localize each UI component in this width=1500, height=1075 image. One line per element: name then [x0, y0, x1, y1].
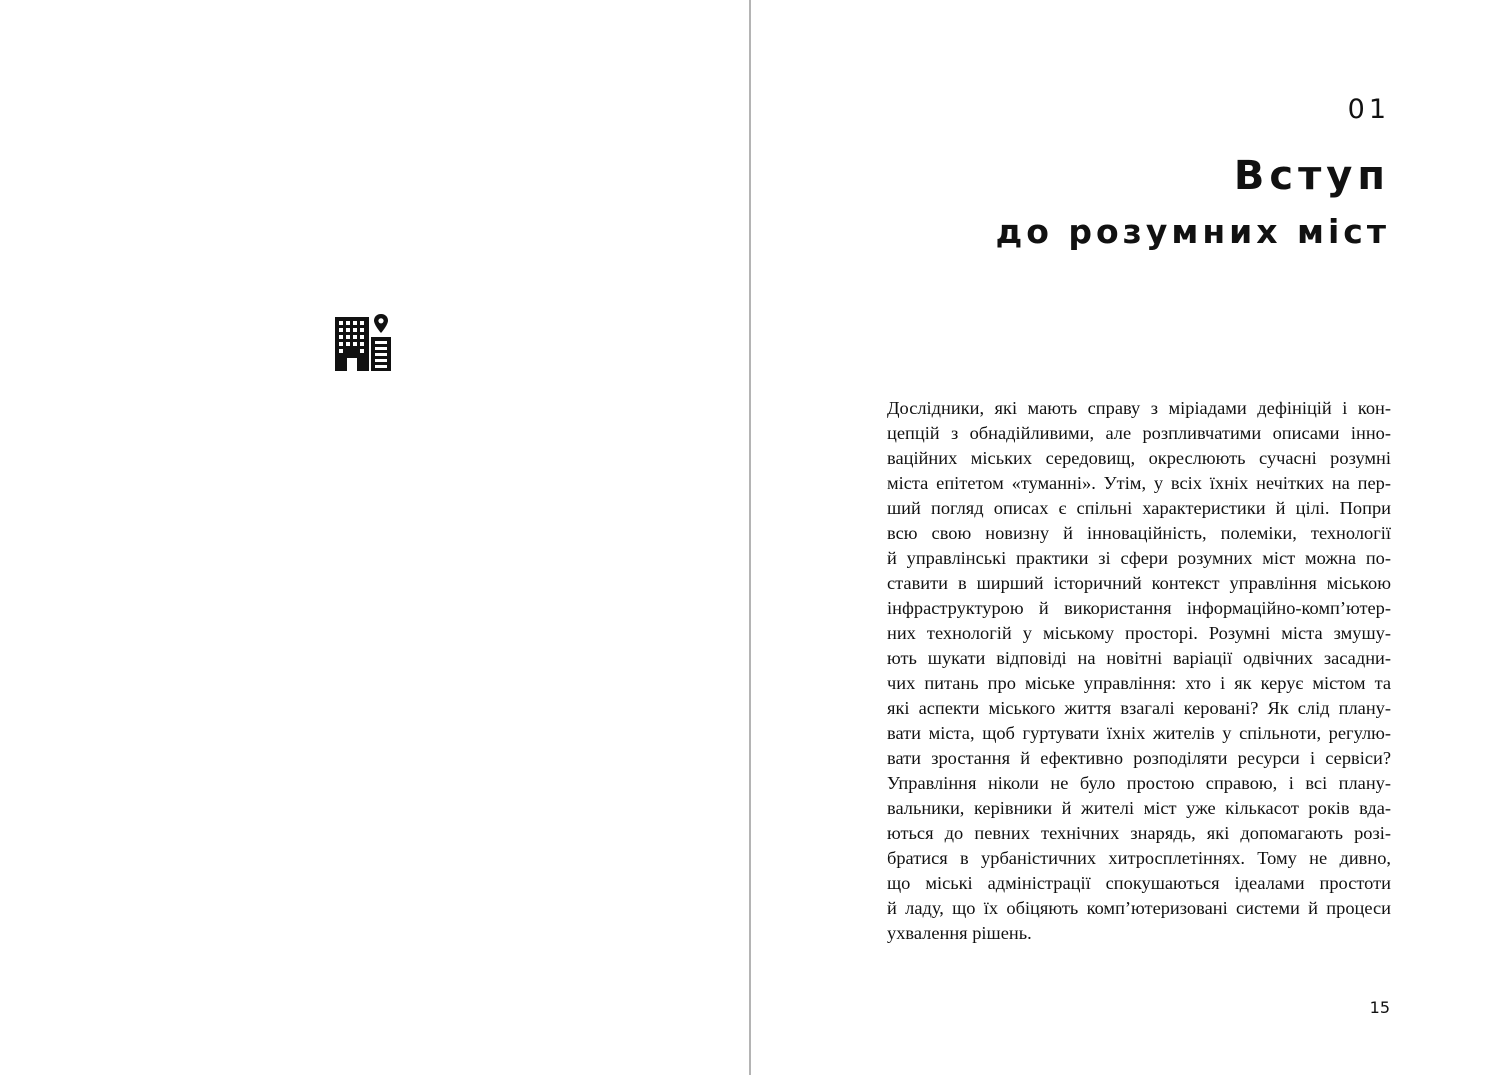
body-line: Управління ніколи не було простою справою, і всі плану-	[887, 773, 1391, 793]
body-line: й управлінські практики зі сфери розумних міст можна по-	[887, 548, 1391, 568]
body-line: ший погляд описах є спільні характеристики й цілі. Попри	[887, 498, 1391, 518]
body-line: чих питань про міське управління: хто і як керує містом та	[887, 673, 1391, 693]
body-line: що міські адміністрації спокушаються ідеалами простоти	[887, 873, 1391, 893]
body-line: вати міста, щоб гуртувати їхніх жителів у спільноти, регулю-	[887, 723, 1391, 743]
body-line: братися в урбаністичних хитросплетіннях. Тому не дивно,	[887, 848, 1391, 868]
body-line: міста епітетом «туманні». Утім, у всіх їхніх нечітких на пер-	[887, 473, 1391, 493]
chapter-number: 01	[1347, 94, 1390, 125]
smart-city-buildings-with-location-pin-icon	[334, 314, 392, 372]
page-number: 15	[1369, 998, 1390, 1017]
body-line: всю свою новизну й інноваційність, полеміки, технології	[887, 523, 1391, 543]
body-line: вати зростання й ефективно розподіляти ресурси і сервіси?	[887, 748, 1391, 768]
body-line: них технологій у міському просторі. Розумні міста змушу-	[887, 623, 1391, 643]
body-line: Дослідники, які мають справу з міріадами дефініцій і кон-	[887, 398, 1391, 418]
body-line: які аспекти міського життя взагалі керовані? Як слід плану-	[887, 698, 1391, 718]
body-line: ються до певних технічних знарядь, які допомагають розі-	[887, 823, 1391, 843]
chapter-title-line1: Вступ	[1233, 153, 1390, 199]
body-line: цепцій з обнадійливими, але розпливчатими описами інно-	[887, 423, 1391, 443]
body-line: й ладу, що їх обіцяють комп’ютеризовані системи й процеси	[887, 898, 1391, 918]
body-line: ють шукати відповіді на новітні варіації одвічних засадни-	[887, 648, 1391, 668]
body-line: ставити в ширший історичний контекст управління міською	[887, 573, 1391, 593]
chapter-title	[996, 150, 1390, 258]
chapter-title-line2: до розумних міст	[995, 212, 1390, 251]
body-line: ваційних міських середовищ, окреслюють сучасні розумні	[887, 448, 1391, 468]
left-page	[0, 0, 749, 1075]
body-line: інфраструктурою й використання інформаційно-комп’ютер-	[887, 598, 1391, 618]
body-paragraph	[887, 396, 1391, 946]
right-page	[751, 0, 1500, 1075]
body-line: ухвалення рішень.	[887, 923, 1032, 943]
body-line: вальники, керівники й жителі міст уже кількасот років вда-	[887, 798, 1391, 818]
